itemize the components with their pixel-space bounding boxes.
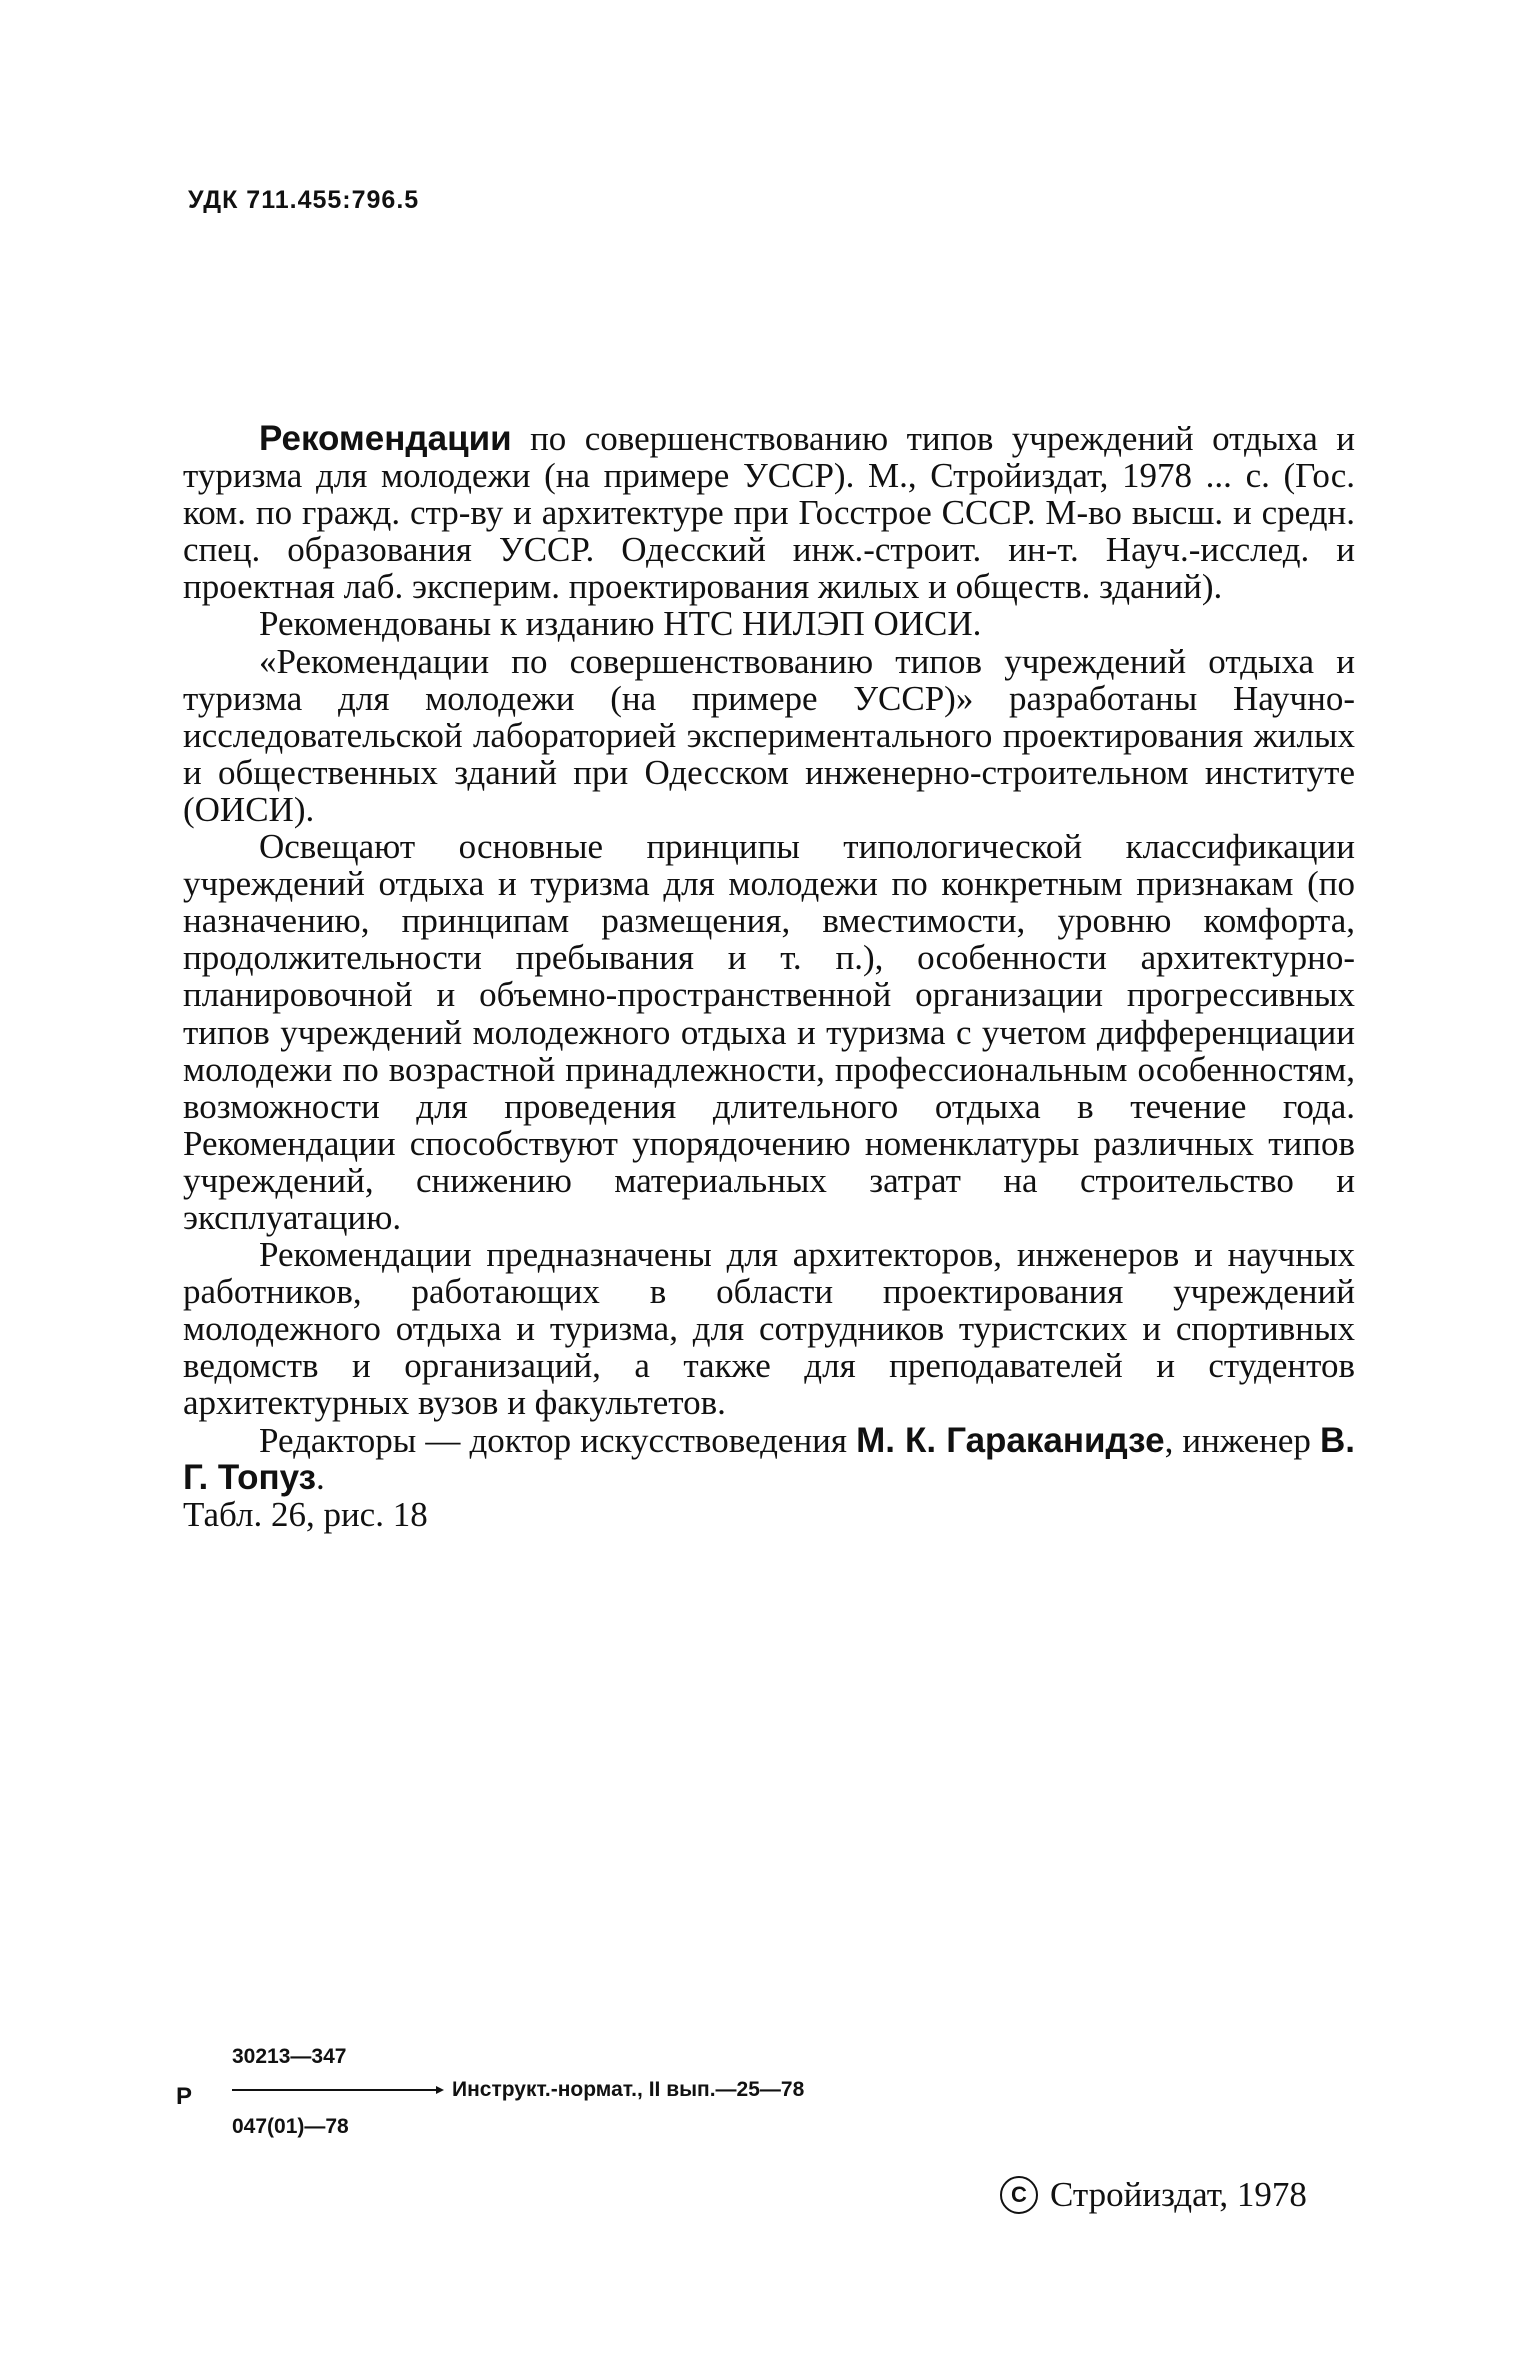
udk-code: УДК 711.455:796.5 [188, 186, 420, 214]
copyright-icon: С [1000, 2176, 1038, 2214]
annotation-p1-text: по совершенствованию типов учреждений отдыха и туризма для молодежи (на примере УССР). М., Стройиздат, 1978 ... с. (Гос. ком. по гражд. стр-ву и архитектуре при Госстрое СССР. М-во высш. и средн. спец. образования УССР. Одесский инж.-строит. ин-т. Науч.-исслед. и проектная лаб. эксперим. проектирования жилых и обществ. зданий). [183, 419, 1355, 607]
tables-figures-count: Табл. 26, рис. 18 [183, 1494, 428, 1534]
annotation-paragraph-5: Рекомендации предназначены для архитекторов, инженеров и научных работников, работающих в области проектирования учреждений молодежного отдыха и туризма, для сотрудников туристских и спортивных ведомств и организаций, а также для преподавателей и студентов архитектурных вузов и факультетов. [183, 1235, 1355, 1423]
editors-mid: , инженер [1164, 1420, 1320, 1460]
bib-fraction-line [232, 2089, 440, 2091]
annotation-lead: Рекомендации [259, 419, 512, 458]
editor-1: М. К. Гараканидзе [856, 1420, 1165, 1460]
copyright [1000, 2175, 1307, 2215]
annotation-paragraph-4: Освещают основные принципы типологической классификации учреждений отдыха и туризма для молодежи по конкретным признакам (по назначению, принципам размещения, вместимости, уровню комфорта, продолжительности пребывания и т. п.), особенности архитектурно-планировочной и объемно-пространственной организации прогрессивных типов учреждений молодежного отдыха и туризма с учетом дифференциации молодежи по возрастной принадлежности, профессиональным особенностям, возможности для проведения длительного отдыха в течение года. Рекомендации способствуют упорядочению номенклатуры различных типов учреждений, снижению материальных затрат на строительство и эксплуатацию. [183, 827, 1355, 1237]
bib-letter: Р [176, 2083, 193, 2110]
bib-series: Инструкт.-нормат., II вып.—25—78 [452, 2078, 805, 2101]
editors-prefix: Редакторы — доктор искусствоведения [259, 1420, 857, 1460]
bib-numerator: 30213—347 [232, 2045, 347, 2068]
annotation-paragraph-3: «Рекомендации по совершенствованию типов учреждений отдыха и туризма для молодежи (на примере УССР)» разработаны Научно-исследовательской лабораторией экспериментального проектирования жилых и общественных зданий при Одесском инженерно-строительном институте (ОИСИ). [183, 641, 1355, 829]
annotation-text [183, 420, 1355, 1533]
annotation-paragraph-1 [183, 420, 1355, 605]
annotation-paragraph-2: Рекомендованы к изданию НТС НИЛЭП ОИСИ. [259, 604, 982, 644]
bibliographic-code [160, 2045, 980, 2145]
copyright-text: Стройиздат, 1978 [1050, 2175, 1307, 2214]
editors-line [183, 1422, 1355, 1496]
editors-end: . [316, 1457, 325, 1497]
editor-2: В. Г. Топуз [183, 1420, 1355, 1497]
bib-denominator: 047(01)—78 [232, 2115, 349, 2138]
